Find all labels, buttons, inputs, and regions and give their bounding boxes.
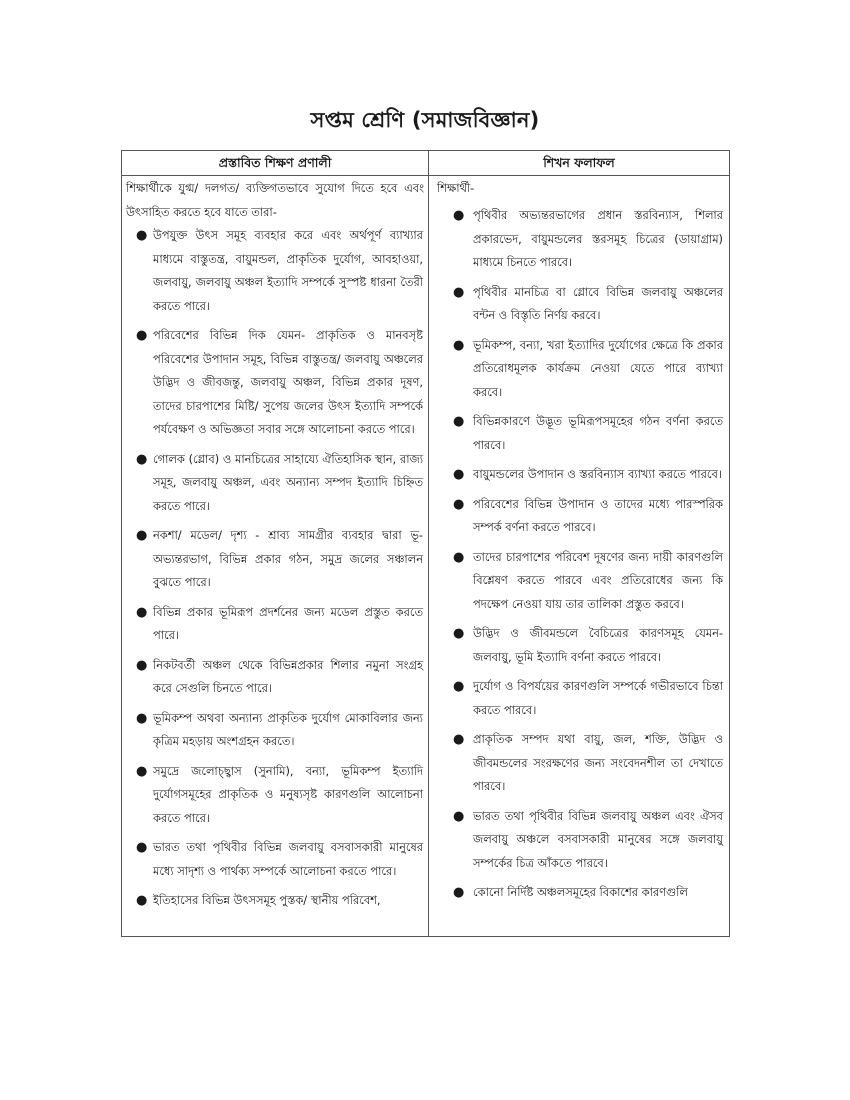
list-item [429,622,729,669]
list-item [122,324,428,442]
header-learning-outcome: শিখন ফলাফল [429,151,730,176]
list-item-text: বায়ুমন্ডলের উপাদান ও স্তরবিন্যাস ব্যাখ্যা করতে পারবে। [473,467,722,481]
teaching-method-intro: শিক্ষার্থীকে যুগ্ম/ দলগত/ ব্যক্তিগতভাবে সুযোগ দিতে হবে এবং উৎসাহিত করতে হবে যাতে তারা- [126,181,424,219]
list-item-text: কোনো নির্দিষ্ট অঞ্চলসমূহের বিকাশের কারণগুলি [473,885,688,899]
list-item-text: দুর্যোগ ও বিপর্যয়ের কারণগুলি সম্পর্কে গভীরভাবে চিন্তা করতে পারবে। [473,679,723,717]
bullet-icon: ● [453,496,465,512]
list-item [122,889,428,913]
bullet-icon: ● [136,840,148,855]
list-item [122,224,428,318]
list-item-text: উদ্ভিদ ও জীবমন্ডলে বৈচিত্রের কারণসমূহ যেমন- জলবায়ু, ভূমি ইত্যাদি বর্ণনা করতে পারবে। [473,626,723,664]
list-item [429,805,729,876]
header-teaching-method: প্রস্তাবিত শিক্ষণ প্রণালী [122,151,429,176]
list-item [122,601,428,648]
list-item-text: বিভিন্ন প্রকার ভূমিরূপ প্রদর্শনের জন্য মডেল প্রস্তুত করতে পারে। [153,604,423,642]
bullet-icon: ● [453,337,465,353]
table-header-row [122,151,730,176]
list-item-text: নকশা/ মডেল/ দৃশ্য - শ্রাব্য সামগ্রীর ব্যবহার দ্বারা ভূ-অভ্যন্তরভাগ, বিভিন্ন প্রকার গঠন, সমুদ্র জলের সঞ্চালন বুঝতে পারে। [153,528,423,589]
list-item-text: ভূমিকম্প, বন্যা, খরা ইত্যাদির দুর্যোগের ক্ষেত্রে কি প্রকার প্রতিরোধমূলক কার্যক্রম নেওয়া যেতে পারে ব্যাখ্যা করবে। [473,337,723,399]
bullet-icon: ● [453,732,465,747]
list-item [122,760,428,831]
learning-outcome-cell [429,176,730,937]
list-item [429,728,729,799]
curriculum-table [121,150,730,937]
bullet-icon: ● [136,893,148,908]
list-item-text: প্রাকৃতিক সম্পদ যথা বায়ু, জল, শক্তি, উদ্ভিদ ও জীবমন্ডলের সংরক্ষণের জন্য সংবেদনশীল তা দেখাতে পারবে। [473,732,723,793]
page-title: সপ্তম শ্রেণি (সমাজবিজ্ঞান) [310,108,540,132]
list-item [429,546,729,617]
bullet-icon: ● [136,657,148,673]
teaching-method-list [122,224,428,913]
bullet-icon: ● [453,808,465,824]
list-item-text: বিভিন্নকারণে উদ্ভূত ভূমিরূপসমূহের গঠন বর্ণনা করতে পারবে। [473,414,723,452]
list-item [122,654,428,701]
list-item-text: ভারত তথা পৃথিবীর বিভিন্ন জলবায়ু বসবাসকারী মানুষের মধ্যে সাদৃশ্য ও পার্থক্য সম্পর্কে আলোচনা করতে পারে। [153,840,423,878]
bullet-icon: ● [136,328,148,343]
list-item-text: পৃথিবীর মানচিত্র বা গ্লোবে বিভিন্ন জলবায়ু অঞ্চলের বন্টন ও বিস্তৃতি নির্ণয় করবে। [473,284,723,322]
bullet-icon: ● [453,208,465,223]
list-item [122,836,428,883]
bullet-icon: ● [136,528,148,543]
learning-outcome-intro: শিক্ষার্থী- [437,181,475,195]
bullet-icon: ● [453,885,465,900]
learning-outcome-list [429,204,729,905]
list-item-text: পৃথিবীর অভ্যন্তরভাগের প্রধান স্তরবিন্যাস, শিলার প্রকারভেদ, বায়ুমন্ডলের স্তরসমূহ চিত্রের (ডায়াগ্রাম) মাধ্যমে চিনতে পারবে। [473,208,723,269]
list-item-text: তাদের চারপাশের পরিবেশ দূষণের জন্য দায়ী কারণগুলি বিশ্লেষণ করতে পারবে এবং প্রতিরোধের জন্য কি পদক্ষেপ নেওয়া যায় তার তালিকা প্রস্তুত করবে। [473,549,723,611]
bullet-icon: ● [453,284,465,300]
list-item-text: পরিবেশের বিভিন্ন উপাদান ও তাদের মধ্যে পারস্পরিক সম্পর্ক বর্ণনা করতে পারবে। [473,496,723,534]
bullet-icon: ● [136,604,148,620]
list-item [429,410,729,457]
list-item [122,448,428,519]
list-item [429,881,729,905]
bullet-icon: ● [453,467,465,482]
table-body-row [122,176,730,937]
list-item-text: পরিবেশের বিভিন্ন দিক যেমন- প্রাকৃতিক ও মানবসৃষ্ট পরিবেশের উপাদান সমূহ, বিভিন্ন বাস্তুতন্ত্র/ জলবায়ু অঞ্চলের উদ্ভিদ ও জীবজন্তু, জলবায়ু অঞ্চল, বিভিন্ন প্রকার দূষণ, তাদের চারপাশের মিষ্টি/ সুপেয় জলের উৎস ইত্যাদি সম্পর্কে পর্যবেক্ষণ ও অভিজ্ঞতা সবার সঙ্গে আলোচনা করতে পারে। [153,328,423,436]
list-item [429,493,729,540]
bullet-icon: ● [136,451,148,467]
list-item-text: ইতিহাসের বিভিন্ন উৎসসমূহ পুস্তক/ স্থানীয় পরিবেশ, [153,893,381,907]
list-item-text: নিকটবর্তী অঞ্চল থেকে বিভিন্নপ্রকার শিলার নমুনা সংগ্রহ করে সেগুলি চিনতে পারে। [153,657,423,695]
list-item-text: উপযুক্ত উৎস সমূহ ব্যবহার করে এবং অর্থপূর্ণ ব্যাখ্যার মাধ্যমে বাস্তুতন্ত্র, বায়ুমন্ডল, প্রাকৃতিক দুর্যোগ, আবহাওয়া, জলবায়ু, জলবায়ু অঞ্চল ইত্যাদি সম্পর্কে সুস্পষ্ট ধারনা তৈরী করতে পারে। [153,228,423,313]
list-item-text: সমুদ্রে জলোচ্ছ্বাস (সুনামি), বন্যা, ভূমিকম্প ইত্যাদি দুর্যোগসমূহের প্রাকৃতিক ও মনুষ্যসৃষ্ট কারণগুলি আলোচনা করতে পারে। [153,763,423,825]
list-item [429,204,729,275]
bullet-icon: ● [136,710,148,726]
list-item [429,675,729,722]
list-item [122,524,428,595]
list-item-text: ভারত তথা পৃথিবীর বিভিন্ন জলবায়ু অঞ্চল এবং ঐসব জলবায়ু অঞ্চলে বসবাসকারী মানুষের সঙ্গে জলবায়ু সম্পর্কের চিত্র আঁকতে পারবে। [473,808,723,870]
list-item [429,281,729,328]
bullet-icon: ● [136,228,148,243]
bullet-icon: ● [453,626,465,641]
bullet-icon: ● [136,763,148,779]
list-item [429,334,729,405]
list-item-text: গোলক (গ্লোব) ও মানচিত্রের সাহায্যে ঐতিহাসিক স্থান, রাজ্য সমূহ, জলবায়ু অঞ্চল, এবং অন্যান্য সম্পদ ইত্যাদি চিহ্নিত করতে পারে। [153,451,423,513]
list-item [122,707,428,754]
teaching-method-cell [122,176,429,937]
bullet-icon: ● [453,549,465,565]
bullet-icon: ● [453,414,465,429]
bullet-icon: ● [453,679,465,694]
list-item [429,463,729,487]
list-item-text: ভূমিকম্প অথবা অন্যান্য প্রাকৃতিক দুর্যোগ মোকাবিলার জন্য কৃত্রিম মহড়ায় অংশগ্রহন করতে। [153,710,423,748]
